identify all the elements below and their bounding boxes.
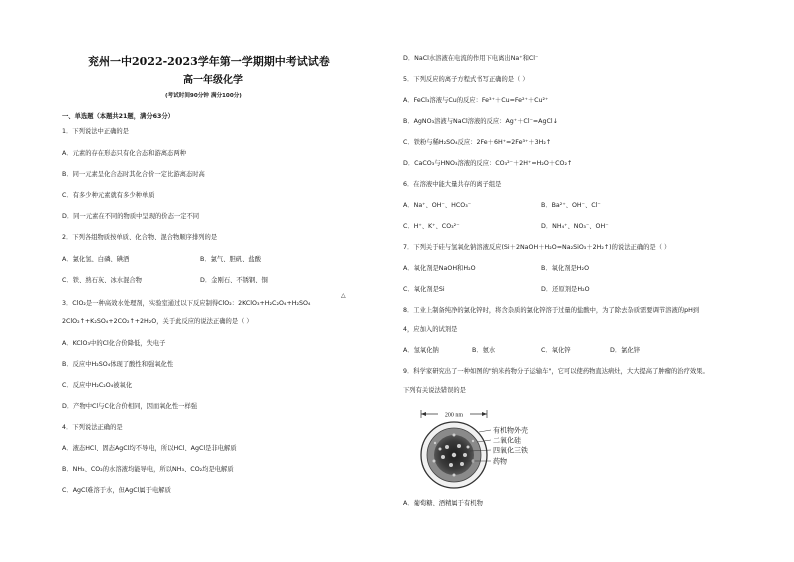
q2-option-b: B．氯气、胆矾、盐酸 xyxy=(200,256,261,263)
q3-stem-line1: 3．ClO₂是一种高效水处理剂，实验室通过以下反应制得ClO₂：2KClO₃+H₂C₂O₄+H₂SO₄ xyxy=(62,300,311,307)
q6-stem: 6．在溶液中能大量共存的离子组是 xyxy=(403,181,502,188)
q3-option-c: C．反应中H₂C₂O₄被氧化 xyxy=(62,382,133,389)
q1-option-c: C．有多少种元素就有多少种单质 xyxy=(62,192,155,199)
delta-symbol: △ xyxy=(341,292,346,299)
q5-option-b: B．AgNO₃溶液与NaCl溶液的反应：Ag⁺＋Cl⁻=AgCl↓ xyxy=(403,118,558,125)
q8-option-b: B．氨水 xyxy=(472,347,496,354)
q8-option-a: A．氢氧化钠 xyxy=(403,347,439,354)
q8-option-d: D．氯化锌 xyxy=(610,347,641,354)
nano-carrier-figure xyxy=(407,405,573,493)
q2-option-c: C．铁、熟石灰、冰水混合物 xyxy=(62,277,142,284)
q8-stem-line1: 8．工业上制备纯净的氯化锌时，将含杂质的氯化锌溶于过量的盐酸中，为了除去杂质需要调节溶液的pH到 xyxy=(403,307,700,314)
q9-stem-line2: 下列有关说法错误的是 xyxy=(403,387,466,394)
q7-option-d: D．还原剂是H₂O xyxy=(541,286,590,293)
q4-stem: 4．下列说法正确的是 xyxy=(62,424,123,431)
q4-option-a: A．液态HCl、固态AgCl均不导电，所以HCl、AgCl是非电解质 xyxy=(62,445,237,452)
exam-note: (考试时间90分钟 满分100分) xyxy=(165,93,242,99)
q6-option-a: A．Na⁺、OH⁻、HCO₃⁻ xyxy=(403,202,472,209)
q9-stem-line1: 9．科学家研究出了一种如图的"纳米药物分子运输车"，它可以使药物直达病灶，大大提高了肿瘤的治疗效果。 xyxy=(403,368,709,375)
label-silica: 二氧化硅 xyxy=(493,436,521,445)
q7-option-b: B．氧化剂是H₂O xyxy=(541,265,590,272)
section-heading: 一、单选题（本题共21题，满分63分） xyxy=(62,113,174,120)
q7-option-c: C．氧化剂是Si xyxy=(403,286,445,293)
q5-option-d: D．CaCO₃与HNO₃溶液的反应：CO₃²⁻＋2H⁺=H₂O＋CO₂↑ xyxy=(403,160,573,167)
q3-option-a: A．KClO₃中的Cl化合价降低，失电子 xyxy=(62,340,166,347)
q3-stem-line2: 2ClO₂↑+K₂SO₄+2CO₂↑+2H₂O，关于此反应的说法正确的是（ ） xyxy=(62,318,253,325)
q4-option-b: B．NH₃、CO₂的水溶液均能导电，所以NH₃、CO₂均是电解质 xyxy=(62,466,234,473)
page-title: 兖州一中2022-2023学年第一学期期中考试试卷 xyxy=(88,55,330,68)
label-iron-oxide: 四氧化三铁 xyxy=(493,446,528,455)
q9-option-a: A．葡萄糖、酒精属于有机物 xyxy=(403,500,483,507)
q5-stem: 5．下列反应的离子方程式书写正确的是（ ） xyxy=(403,76,529,83)
q4-option-d: D．NaCl水溶液在电流的作用下电离出Na⁺和Cl⁻ xyxy=(403,55,539,62)
q7-stem: 7．下列关于硅与氢氧化钠溶液反应(Si＋2NaOH＋H₂O=Na₂SiO₃＋2H₂↑)的说法正确的是（ ） xyxy=(403,244,671,251)
q7-option-a: A．氧化剂是NaOH和H₂O xyxy=(403,265,476,272)
q8-stem-line2: 4，应加入的试剂是 xyxy=(403,326,458,333)
q1-option-b: B．同一元素呈化合态时其化合价一定比游离态时高 xyxy=(62,171,205,178)
q5-option-a: A．FeCl₃溶液与Cu的反应：Fe³⁺＋Cu=Fe²⁺＋Cu²⁺ xyxy=(403,97,549,104)
scale-label: 200 nm xyxy=(444,412,464,419)
label-drug: 药物 xyxy=(493,457,507,466)
q1-stem: 1．下列说法中正确的是 xyxy=(62,128,129,135)
q8-option-c: C．氧化锌 xyxy=(541,347,571,354)
page-subtitle: 高一年级化学 xyxy=(183,75,243,86)
q2-option-a: A．氯化氢、白磷、碘酒 xyxy=(62,256,130,263)
q1-option-a: A．元素的存在形态只有化合态和游离态两种 xyxy=(62,150,186,157)
q2-stem: 2．下列各组物质按单质、化合物、混合物顺序排列的是 xyxy=(62,234,218,241)
q2-option-d: D．金刚石、不锈钢、铜 xyxy=(200,277,268,284)
q6-option-d: D．NH₄⁺、NO₃⁻、OH⁻ xyxy=(541,223,609,230)
q6-option-c: C．H⁺、K⁺、CO₃²⁻ xyxy=(403,223,460,230)
q3-option-d: D．产物中Cl与C化合价相同，因而氧化性一样强 xyxy=(62,403,198,410)
q6-option-b: B．Ba²⁺、OH⁻、Cl⁻ xyxy=(541,202,601,209)
q1-option-d: D．同一元素在不同的物质中呈现的价态一定不同 xyxy=(62,213,200,220)
q5-option-c: C．铁粉与稀H₂SO₄反应：2Fe＋6H⁺=2Fe³⁺＋3H₂↑ xyxy=(403,139,552,146)
label-organic-shell: 有机物外壳 xyxy=(493,426,528,435)
q3-option-b: B．反应中H₂SO₄体现了酸性和强氧化性 xyxy=(62,361,174,368)
q4-option-c: C．AgCl难溶于水，但AgCl属于电解质 xyxy=(62,487,171,494)
